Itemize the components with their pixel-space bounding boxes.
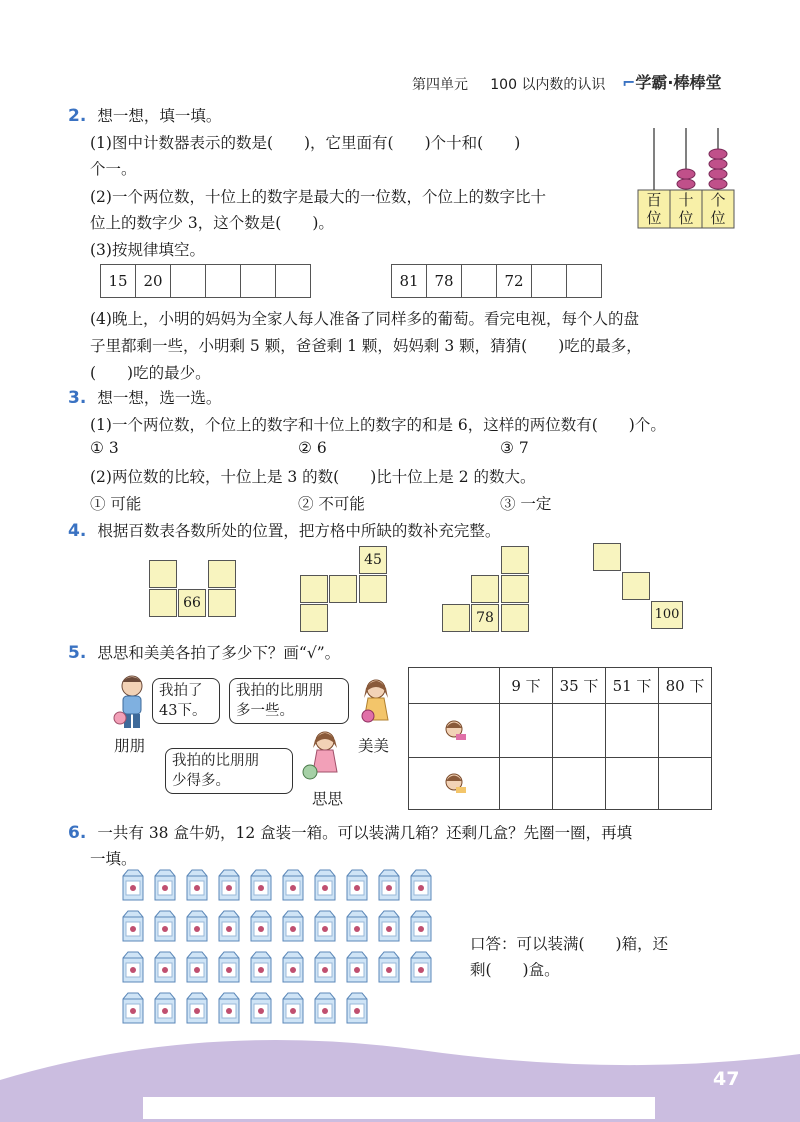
meimei-avatar [409,704,500,758]
table-header-cell: 80 下 [659,668,712,704]
q3-part2: (2)两位数的比较，十位上是 3 的数( )比十位上是 2 的数大。 [90,468,536,486]
question-title: 想一想，选一选。 [97,389,222,407]
q2-part4-line2: 子里都剩一些，小明剩 5 颗，爸爸剩 1 颗，妈妈剩 3 颗，猜猜( )吃的最多， [90,337,642,355]
milk-carton-icon[interactable] [344,868,370,901]
grid-cell[interactable] [300,575,328,603]
abacus-label-tens: 十位 [678,191,694,227]
milk-carton-icon[interactable] [408,950,434,983]
table-row [409,704,712,758]
grid-cell[interactable] [501,546,529,574]
milk-carton-icon[interactable] [312,868,338,901]
grid-cell: 78 [471,604,499,632]
footer-blank-bar [143,1097,655,1119]
milk-carton-icon[interactable] [280,909,306,942]
q2-part1-line2: 个一。 [90,160,137,178]
hundred-grid-piece-1 [149,560,239,620]
check-cell[interactable] [500,758,553,810]
q6-title-line2: 一填。 [90,850,137,868]
bubble-text: 43下。 [159,703,207,719]
grid-cell[interactable] [208,560,236,588]
bubble-text: 少得多。 [172,773,230,789]
boy-pengpeng-icon [112,672,152,730]
seq2-cell[interactable] [462,265,497,298]
page-number: 47 [713,1068,740,1090]
question-number: 4. [68,521,87,541]
brand-text: 学霸·棒棒堂 [635,73,722,92]
check-cell[interactable] [606,704,659,758]
grid-cell: 100 [651,601,683,629]
question-number: 2. [68,106,87,126]
sequence-table-1 [100,264,311,298]
seq1-cell[interactable] [241,265,276,298]
seq1-cell[interactable] [276,265,311,298]
check-cell[interactable] [500,704,553,758]
q2-part3: (3)按规律填空。 [90,241,205,259]
abacus-label-hundreds: 百位 [646,191,662,227]
grid-cell[interactable] [329,575,357,603]
q3-p1-option-c[interactable]: ③ 7 [500,439,529,457]
q3-p2-option-a[interactable]: ① 可能 [90,495,142,513]
q3-p2-option-b[interactable]: ② 不可能 [298,495,365,513]
milk-carton-icon[interactable] [248,950,274,983]
question-3-header [68,386,221,408]
unit-header [412,74,605,94]
milk-carton-icon[interactable] [376,868,402,901]
unit-label: 第四单元 [412,77,468,93]
grid-cell: 45 [359,546,387,574]
question-title: 思思和美美各拍了多少下？画“√”。 [97,644,341,662]
table-header-cell: 9 下 [500,668,553,704]
bubble-text: 我拍的比朋朋 [172,753,259,769]
grid-cell: 66 [178,589,206,617]
grid-cell[interactable] [442,604,470,632]
seq1-cell[interactable] [206,265,241,298]
hundred-grid-piece-2 [300,546,390,636]
table-header-cell: 51 下 [606,668,659,704]
seq2-cell: 72 [497,265,532,298]
grid-cell[interactable] [149,560,177,588]
speech-bubble-pengpeng [152,678,220,724]
check-cell[interactable] [606,758,659,810]
milk-carton-icon[interactable] [216,950,242,983]
q2-part2-line2: 位上的数字少 3，这个数是( )。 [90,214,334,232]
unit-topic: 100 以内数的认识 [490,77,606,93]
question-number: 6. [68,823,87,843]
milk-carton-icon[interactable] [280,950,306,983]
grid-cell[interactable] [149,589,177,617]
milk-carton-icon[interactable] [216,868,242,901]
check-cell[interactable] [659,758,712,810]
q3-p2-option-c[interactable]: ③ 一定 [500,495,552,513]
q6-answer-line1: 口答：可以装满( )箱，还 [470,935,669,953]
seq2-cell: 81 [392,265,427,298]
check-cell[interactable] [659,704,712,758]
milk-carton-icon[interactable] [248,868,274,901]
q2-part1-line1: (1)图中计数器表示的数是( )，它里面有( )个十和( ) [90,134,521,152]
q6-answer-line2: 剩( )盒。 [470,961,560,979]
milk-carton-icon[interactable] [408,868,434,901]
milk-carton-icon[interactable] [152,950,178,983]
speech-bubble-sisi [165,748,293,794]
milk-carton-icon[interactable] [248,909,274,942]
question-5-header [68,641,340,663]
milk-carton-icon[interactable] [184,868,210,901]
seq1-cell[interactable] [171,265,206,298]
girl-sisi-icon [301,728,345,786]
q2-part4-line1: (4)晚上，小明的妈妈为全家人每人准备了同样多的葡萄。看完电视，每个人的盘 [90,310,639,328]
bubble-text: 我拍的比朋朋 [236,683,323,699]
check-cell[interactable] [553,704,606,758]
milk-box-area [120,868,440,1028]
table-row [409,758,712,810]
abacus-label-ones: 个位 [710,191,726,227]
grid-cell[interactable] [359,575,387,603]
seq1-cell: 15 [101,265,136,298]
seq1-cell: 20 [136,265,171,298]
milk-carton-icon[interactable] [376,950,402,983]
milk-carton-icon[interactable] [312,909,338,942]
comparison-table [408,667,712,810]
q3-part1: (1)一个两位数，个位上的数字和十位上的数字的和是 6，这样的两位数有( )个。 [90,416,666,434]
seq2-cell[interactable] [567,265,602,298]
question-title: 一共有 38 盒牛奶，12 盒装一箱。可以装满几箱？还剩几盒？先圈一圈，再填 [97,824,633,842]
q2-part2-line1: (2)一个两位数，十位上的数字是最大的一位数，个位上的数字比十 [90,188,546,206]
name-sisi: 思思 [312,790,344,808]
name-meimei: 美美 [358,737,390,755]
milk-carton-icon[interactable] [312,950,338,983]
milk-carton-icon[interactable] [344,909,370,942]
question-6-header [68,821,632,843]
table-header-cell: 35 下 [553,668,606,704]
check-cell[interactable] [553,758,606,810]
milk-carton-icon[interactable] [280,868,306,901]
milk-carton-icon[interactable] [376,909,402,942]
grid-cell[interactable] [471,575,499,603]
milk-carton-icon[interactable] [120,868,146,901]
sequence-table-2 [391,264,602,298]
milk-carton-icon[interactable] [344,950,370,983]
q2-part4-line3: ( )吃的最少。 [90,364,211,382]
milk-carton-icon[interactable] [184,950,210,983]
grid-cell[interactable] [501,604,529,632]
grid-cell[interactable] [593,543,621,571]
hundred-grid-piece-3 [442,546,532,636]
q3-p1-option-b[interactable]: ② 6 [298,439,327,457]
hundred-grid-piece-4 [593,543,683,633]
bubble-text: 我拍了 [159,683,203,699]
question-2-header [68,104,221,126]
milk-carton-icon[interactable] [152,909,178,942]
milk-carton-icon[interactable] [216,909,242,942]
seq2-cell[interactable] [532,265,567,298]
brand-logo [622,70,722,93]
girl-meimei-icon [358,676,394,732]
milk-carton-icon[interactable] [120,909,146,942]
milk-carton-icon[interactable] [120,950,146,983]
milk-carton-icon[interactable] [408,909,434,942]
girl-meimei-face-icon [440,716,468,742]
q3-p1-option-a[interactable]: ① 3 [90,439,119,457]
name-pengpeng: 朋朋 [114,737,146,755]
question-number: 3. [68,388,87,408]
bubble-text: 多一些。 [236,703,294,719]
grid-cell[interactable] [208,589,236,617]
question-title: 根据百数表各数所处的位置，把方格中所缺的数补充完整。 [97,522,501,540]
question-4-header [68,519,500,541]
table-header-cell [409,668,500,704]
question-title: 想一想，填一填。 [97,107,222,125]
grid-cell[interactable] [300,604,328,632]
grid-cell[interactable] [622,572,650,600]
speech-bubble-meimei [229,678,349,724]
abacus [636,124,736,230]
girl-sisi-face-icon [440,769,468,795]
milk-carton-icon[interactable] [152,868,178,901]
seq2-cell: 78 [427,265,462,298]
graduation-cap-icon: ⌐ [622,73,636,92]
question-number: 5. [68,643,87,663]
sisi-avatar [409,758,500,810]
grid-cell[interactable] [501,575,529,603]
milk-carton-icon[interactable] [184,909,210,942]
